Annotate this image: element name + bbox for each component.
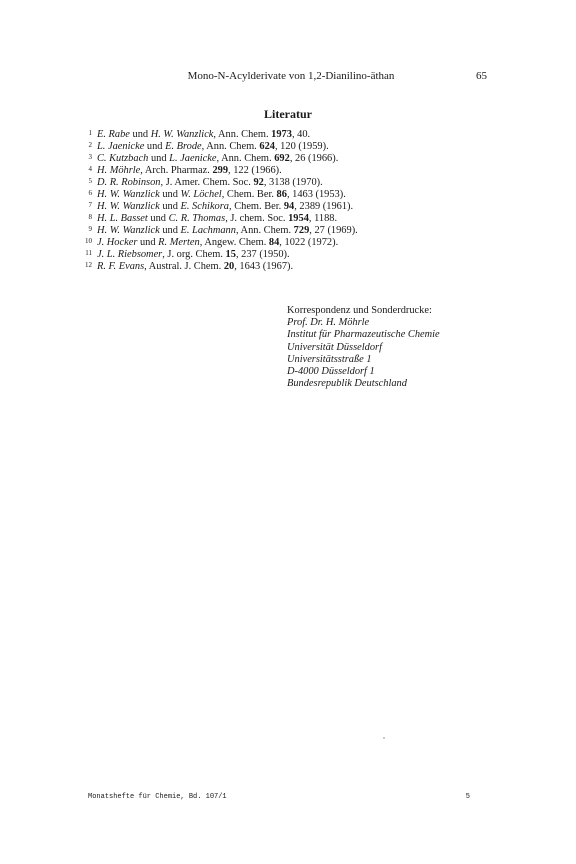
reference-number: 12 xyxy=(85,261,92,269)
address-line: Prof. Dr. H. Möhrle xyxy=(287,317,370,329)
reference-number: 3 xyxy=(88,153,92,161)
reference-volume: 86 xyxy=(276,189,287,200)
reference-author: W. Löchel xyxy=(180,189,222,200)
reference-author: R. F. Evans xyxy=(97,261,145,272)
reference-number: 11 xyxy=(85,249,92,257)
reference-journal: , Ann. Chem. xyxy=(213,129,272,140)
reference-pages-year: , 3138 (1970). xyxy=(263,177,323,188)
correspondence-block xyxy=(287,305,517,390)
reference-conjunction: und xyxy=(159,201,181,212)
reference-item xyxy=(82,225,502,237)
reference-journal: , Ann. Chem. xyxy=(201,141,260,152)
reference-list xyxy=(82,129,502,273)
reference-item xyxy=(82,189,502,201)
reference-conjunction: und xyxy=(147,213,169,224)
reference-volume: 92 xyxy=(253,177,264,188)
reference-journal: , Austral. J. Chem. xyxy=(144,261,224,272)
reference-pages-year: , 1022 (1972). xyxy=(279,237,339,248)
reference-author: E. Rabe xyxy=(97,129,130,140)
reference-journal: , Ann. Chem. xyxy=(235,225,294,236)
reference-item xyxy=(82,141,502,153)
reference-author: C. Kutzbach xyxy=(97,153,149,164)
address-line: D-4000 Düsseldorf 1 xyxy=(287,366,375,378)
reference-author: L. Jaenicke xyxy=(169,153,217,164)
reference-journal: , J. chem. Soc. xyxy=(225,213,289,224)
address-line: Universitätsstraße 1 xyxy=(287,353,372,365)
reference-item xyxy=(82,153,502,165)
reference-volume: 692 xyxy=(274,153,290,164)
address-line: Universität Düsseldorf xyxy=(287,341,382,353)
reference-volume: 94 xyxy=(283,201,295,212)
reference-number: 6 xyxy=(88,189,92,197)
reference-pages-year: , 40. xyxy=(291,129,311,140)
reference-number: 4 xyxy=(88,165,92,173)
reference-volume: 20 xyxy=(223,261,235,272)
reference-volume: 84 xyxy=(268,237,280,248)
reference-author: E. Lachmann xyxy=(180,225,236,236)
reference-item xyxy=(82,201,502,213)
reference-author: J. L. Riebsomer xyxy=(97,249,163,260)
section-heading: Literatur xyxy=(264,107,312,121)
speck-mark xyxy=(383,737,385,739)
reference-number: 2 xyxy=(88,141,92,149)
address-line: Bundesrepublik Deutschland xyxy=(287,378,407,390)
reference-pages-year: , 26 (1966). xyxy=(289,153,339,164)
reference-conjunction: und xyxy=(144,141,166,152)
running-title: Mono-N-Acylderivate von 1,2-Dianilino-äthan xyxy=(187,70,395,82)
reference-journal: , J. org. Chem. xyxy=(162,249,226,260)
reference-conjunction: und xyxy=(159,225,181,236)
reference-conjunction: und xyxy=(159,189,181,200)
reference-author: H. Möhrle xyxy=(97,165,141,176)
address-line: Institut für Pharmazeutische Chemie xyxy=(287,329,440,341)
reference-number: 5 xyxy=(88,177,92,185)
reference-journal: , Ann. Chem. xyxy=(216,153,275,164)
reference-pages-year: , 1188. xyxy=(308,213,338,224)
reference-journal: , Chem. Ber. xyxy=(229,201,284,212)
reference-volume: 299 xyxy=(212,165,229,176)
reference-number: 7 xyxy=(88,201,92,209)
reference-pages-year: , 1643 (1967). xyxy=(234,261,294,272)
page-footer xyxy=(88,793,470,801)
reference-journal: , Arch. Pharmaz. xyxy=(140,165,213,176)
reference-item xyxy=(82,261,502,273)
reference-pages-year: , 27 (1969). xyxy=(309,225,358,236)
reference-volume: 1954 xyxy=(288,213,309,224)
reference-number: 8 xyxy=(88,213,92,221)
footer-journal: Monatshefte für Chemie, Bd. 107/1 xyxy=(88,793,227,801)
reference-item xyxy=(82,249,502,261)
reference-conjunction: und xyxy=(137,237,159,248)
reference-volume: 729 xyxy=(293,225,310,236)
reference-author: L. Jaenicke xyxy=(97,141,145,152)
reference-number: 1 xyxy=(88,129,92,137)
reference-author: C. R. Thomas xyxy=(168,213,226,224)
reference-author: H. W. Wanzlick xyxy=(97,189,160,200)
reference-pages-year: , 1463 (1953). xyxy=(286,189,346,200)
reference-conjunction: und xyxy=(129,129,151,140)
reference-volume: 1973 xyxy=(271,129,292,140)
reference-item xyxy=(82,237,502,249)
reference-item xyxy=(82,129,502,141)
reference-author: E. Schikora xyxy=(180,201,229,212)
reference-number: 9 xyxy=(88,225,92,233)
reference-pages-year: , 237 (1950). xyxy=(235,249,290,260)
reference-item xyxy=(82,177,502,189)
reference-author: R. Merten xyxy=(158,237,200,248)
footer-sheet-number: 5 xyxy=(465,793,470,801)
reference-pages-year: , 122 (1966). xyxy=(228,165,282,176)
reference-journal: , Chem. Ber. xyxy=(221,189,277,200)
reference-journal: , J. Amer. Chem. Soc. xyxy=(160,177,254,188)
reference-item xyxy=(82,213,502,225)
reference-journal: , Angew. Chem. xyxy=(199,237,269,248)
page-number: 65 xyxy=(476,70,487,82)
reference-author: E. Brode xyxy=(165,141,202,152)
reference-volume: 624 xyxy=(259,141,275,152)
correspondence-label: Korrespondenz und Sonderdrucke: xyxy=(287,305,432,316)
reference-pages-year: , 2389 (1961). xyxy=(294,201,354,212)
reference-author: H. W. Wanzlick xyxy=(150,129,214,140)
reference-number: 10 xyxy=(85,237,92,245)
reference-conjunction: und xyxy=(148,153,170,164)
reference-volume: 15 xyxy=(225,249,236,260)
reference-pages-year: , 120 (1959). xyxy=(274,141,329,152)
reference-item xyxy=(82,165,502,177)
reference-author: D. R. Robinson xyxy=(97,177,161,188)
reference-author: H. W. Wanzlick xyxy=(97,201,160,212)
reference-author: H. W. Wanzlick xyxy=(97,225,160,236)
reference-author: J. Hocker xyxy=(97,237,138,248)
reference-author: H. L. Basset xyxy=(97,213,148,224)
